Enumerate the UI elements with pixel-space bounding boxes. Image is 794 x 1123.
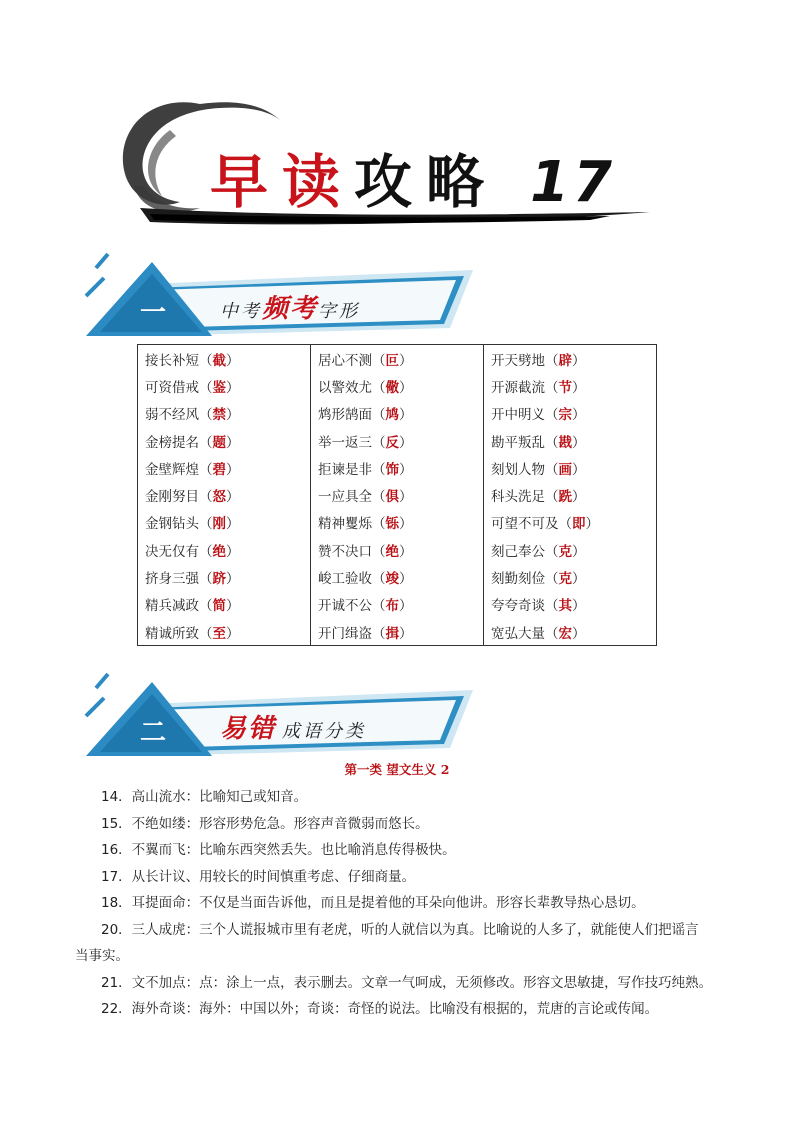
word-text: 金壁辉煌 — [145, 461, 199, 478]
correct-char: 即 — [572, 516, 586, 533]
table-cell — [484, 563, 657, 590]
correct-char: 竣 — [385, 571, 399, 588]
paren-close: ） — [572, 571, 586, 588]
idiom-item: 16．不翼而飞：比喻东西突然丢失。也比喻消息传得极快。 — [101, 842, 456, 858]
correct-char: 反 — [385, 434, 399, 451]
word-text: 开门缉盗 — [318, 625, 372, 642]
table-row — [138, 400, 657, 427]
paren-close: ） — [572, 379, 586, 396]
paren-close: ） — [572, 461, 586, 478]
correct-char: 简 — [212, 598, 226, 615]
paren-open: （ — [545, 598, 559, 615]
paren-open: （ — [372, 434, 386, 451]
paren-close: ） — [226, 543, 240, 560]
paren-close: ） — [226, 571, 240, 588]
table-cell — [484, 536, 657, 563]
correct-char: 俱 — [385, 489, 399, 506]
paren-close: ） — [226, 434, 240, 451]
correct-char: 碧 — [212, 461, 226, 478]
correct-char: 铄 — [385, 516, 399, 533]
paren-close: ） — [572, 489, 586, 506]
correct-char: 其 — [558, 598, 572, 615]
table-cell — [138, 536, 311, 563]
paren-open: （ — [545, 434, 559, 451]
idiom-item-continuation: 当事实。 — [75, 948, 129, 964]
table-cell — [484, 618, 657, 646]
paren-close: ） — [399, 352, 413, 369]
correct-char: 戡 — [558, 434, 572, 451]
paren-open: （ — [372, 543, 386, 560]
table-cell — [138, 454, 311, 481]
word-text: 精诚所致 — [145, 625, 199, 642]
paren-open: （ — [372, 352, 386, 369]
paren-open: （ — [199, 352, 213, 369]
paren-close: ） — [585, 516, 599, 533]
correct-char: 克 — [558, 571, 572, 588]
table-cell — [484, 372, 657, 399]
word-text: 金榜提名 — [145, 434, 199, 451]
table-cell — [311, 591, 484, 618]
word-text: 以警效尤 — [318, 379, 372, 396]
correct-char: 刚 — [212, 516, 226, 533]
table-cell — [484, 454, 657, 481]
word-text: 拒谏是非 — [318, 461, 372, 478]
paren-close: ） — [572, 598, 586, 615]
paren-open: （ — [372, 489, 386, 506]
word-text: 刻划人物 — [491, 461, 545, 478]
paren-close: ） — [572, 434, 586, 451]
correct-char: 怒 — [212, 489, 226, 506]
correct-char: 跣 — [558, 489, 572, 506]
section2-text-a: 易 — [220, 714, 249, 744]
word-text: 弱不经风 — [145, 407, 199, 424]
table-cell — [311, 563, 484, 590]
word-text: 夸夸奇谈 — [491, 598, 545, 615]
table-row — [138, 509, 657, 536]
paren-close: ） — [399, 625, 413, 642]
word-text: 科头洗足 — [491, 489, 545, 506]
title-char-4: 略 — [426, 148, 485, 216]
table-cell — [138, 400, 311, 427]
word-text: 开中明义 — [491, 407, 545, 424]
paren-close: ） — [399, 407, 413, 424]
paren-close: ） — [572, 625, 586, 642]
word-table — [137, 344, 657, 646]
correct-char: 布 — [385, 598, 399, 615]
correct-char: 鉴 — [212, 379, 226, 396]
paren-close: ） — [399, 434, 413, 451]
correct-char: 鸠 — [385, 407, 399, 424]
section1-text-a: 中考 — [220, 301, 262, 322]
paren-open: （ — [199, 434, 213, 451]
table-cell — [311, 536, 484, 563]
paren-close: ） — [399, 543, 413, 560]
correct-char: 节 — [558, 379, 572, 396]
table-row — [138, 536, 657, 563]
correct-char: 揖 — [385, 625, 399, 642]
table-row — [138, 372, 657, 399]
title-number: 17 — [530, 149, 616, 215]
paren-open: （ — [372, 571, 386, 588]
section2-number: 二 — [139, 718, 166, 748]
paren-open: （ — [372, 407, 386, 424]
table-cell — [484, 427, 657, 454]
table-cell — [311, 345, 484, 373]
section2-banner — [78, 670, 478, 762]
correct-char: 截 — [212, 352, 226, 369]
paren-open: （ — [545, 379, 559, 396]
paren-open: （ — [199, 598, 213, 615]
word-text: 决无仅有 — [145, 543, 199, 560]
word-text: 勘平叛乱 — [491, 434, 545, 451]
idiom-item: 18．耳提面命：不仅是当面告诉他，而且是提着他的耳朵向他讲。形容长辈教导热心恳切。 — [101, 895, 645, 911]
word-text: 宽弘大量 — [491, 625, 545, 642]
correct-char: 跻 — [212, 571, 226, 588]
correct-char: 克 — [558, 543, 572, 560]
paren-open: （ — [199, 516, 213, 533]
word-text: 开天劈地 — [491, 352, 545, 369]
section1-title — [220, 288, 360, 325]
correct-char: 饰 — [385, 461, 399, 478]
word-text: 鸩形鹄面 — [318, 407, 372, 424]
title-char-1: 早 — [210, 148, 269, 216]
correct-char: 禁 — [212, 407, 226, 424]
paren-close: ） — [572, 352, 586, 369]
section1-text-c: 考 — [290, 294, 319, 324]
table-cell — [138, 427, 311, 454]
paren-open: （ — [199, 461, 213, 478]
title-char-2: 读 — [282, 148, 341, 216]
section1-number: 一 — [139, 298, 166, 328]
table-cell — [311, 481, 484, 508]
paren-close: ） — [572, 543, 586, 560]
table-row — [138, 454, 657, 481]
paren-open: （ — [545, 571, 559, 588]
idiom-item: 22．海外奇谈：海外：中国以外；奇谈：奇怪的说法。比喻没有根据的，荒唐的言论或传闻。 — [101, 1001, 659, 1017]
paren-close: ） — [226, 516, 240, 533]
paren-close: ） — [399, 516, 413, 533]
table-row — [138, 618, 657, 646]
table-cell — [311, 509, 484, 536]
paren-open: （ — [372, 516, 386, 533]
table-cell — [138, 509, 311, 536]
paren-close: ） — [226, 379, 240, 396]
word-text: 可资借戒 — [145, 379, 199, 396]
table-row — [138, 591, 657, 618]
section2-text-b: 错 — [248, 714, 277, 744]
table-cell — [484, 400, 657, 427]
table-cell — [311, 372, 484, 399]
paren-close: ） — [226, 407, 240, 424]
word-text: 接长补短 — [145, 352, 199, 369]
table-row — [138, 427, 657, 454]
category-title: 第一类 望文生义 2 — [344, 762, 450, 777]
table-row — [138, 563, 657, 590]
word-text: 赞不决口 — [318, 543, 372, 560]
correct-char: 宏 — [558, 625, 572, 642]
correct-char: 至 — [212, 625, 226, 642]
table-cell — [484, 481, 657, 508]
section1-banner — [78, 250, 478, 342]
correct-char: 辟 — [558, 352, 572, 369]
idiom-item: 21．文不加点：点：涂上一点，表示删去。文章一气呵成，无须修改。形容文思敏捷，写作技巧纯熟。 — [101, 974, 713, 991]
paren-open: （ — [545, 352, 559, 369]
paren-open: （ — [372, 379, 386, 396]
word-text: 可望不可及 — [491, 516, 559, 533]
word-text: 刻勤刻俭 — [491, 571, 545, 588]
word-text: 居心不测 — [318, 352, 372, 369]
word-text: 刻己奉公 — [491, 543, 545, 560]
correct-char: 绝 — [212, 543, 226, 560]
section1-text-b: 频 — [262, 294, 291, 324]
paren-close: ） — [399, 461, 413, 478]
title-banner — [110, 90, 670, 240]
idiom-item: 15．不绝如缕：形容形势危急。形容声音微弱而悠长。 — [101, 815, 429, 832]
title-char-3: 攻 — [354, 148, 413, 216]
table-cell — [484, 591, 657, 618]
paren-open: （ — [372, 461, 386, 478]
paren-open: （ — [545, 461, 559, 478]
paren-open: （ — [372, 598, 386, 615]
paren-open: （ — [545, 489, 559, 506]
word-text: 举一返三 — [318, 434, 372, 451]
word-text: 一应具全 — [318, 489, 372, 506]
paren-close: ） — [226, 489, 240, 506]
paren-close: ） — [226, 461, 240, 478]
table-cell — [138, 481, 311, 508]
table-cell — [138, 372, 311, 399]
word-text: 精兵减政 — [145, 598, 199, 615]
paren-close: ） — [226, 598, 240, 615]
idiom-item: 14．高山流水：比喻知己或知音。 — [101, 789, 308, 805]
paren-open: （ — [372, 625, 386, 642]
paren-close: ） — [399, 598, 413, 615]
paren-open: （ — [545, 543, 559, 560]
paren-close: ） — [399, 379, 413, 396]
idiom-item: 17．从长计议、用较长的时间慎重考虑、仔细商量。 — [101, 868, 416, 885]
word-text: 金钢钻头 — [145, 516, 199, 533]
table-cell — [311, 427, 484, 454]
paren-open: （ — [199, 543, 213, 560]
paren-open: （ — [199, 489, 213, 506]
table-cell — [311, 454, 484, 481]
word-text: 开诚不公 — [318, 598, 372, 615]
paren-close: ） — [226, 625, 240, 642]
paren-open: （ — [545, 407, 559, 424]
paren-close: ） — [226, 352, 240, 369]
table-row — [138, 345, 657, 373]
table-cell — [484, 509, 657, 536]
paren-open: （ — [199, 379, 213, 396]
idiom-list — [75, 784, 730, 1023]
idiom-item: 20．三人成虎：三个人谎报城市里有老虎，听的人就信以为真。比喻说的人多了，就能使人们把谣言 — [101, 921, 699, 938]
word-text: 峻工验收 — [318, 571, 372, 588]
correct-char: 画 — [558, 461, 572, 478]
word-text: 挤身三强 — [145, 571, 199, 588]
table-cell — [138, 591, 311, 618]
correct-char: 宗 — [558, 407, 572, 424]
table-cell — [138, 345, 311, 373]
word-text: 金刚努目 — [145, 489, 199, 506]
paren-close: ） — [399, 489, 413, 506]
correct-char: 题 — [212, 434, 226, 451]
correct-char: 儆 — [385, 379, 399, 396]
section2-title — [220, 708, 366, 745]
paren-close: ） — [572, 407, 586, 424]
paren-open: （ — [558, 516, 572, 533]
table-row — [138, 481, 657, 508]
table-cell — [138, 618, 311, 646]
table-cell — [311, 618, 484, 646]
paren-open: （ — [545, 625, 559, 642]
word-text: 精神矍烁 — [318, 516, 372, 533]
section1-text-d: 字形 — [318, 301, 361, 322]
paren-open: （ — [199, 625, 213, 642]
paren-close: ） — [399, 571, 413, 588]
table-cell — [484, 345, 657, 373]
correct-char: 叵 — [385, 352, 399, 369]
correct-char: 绝 — [385, 543, 399, 560]
section2-text-c: 成语分类 — [282, 721, 367, 742]
paren-open: （ — [199, 407, 213, 424]
word-text: 开源截流 — [491, 379, 545, 396]
paren-open: （ — [199, 571, 213, 588]
table-cell — [138, 563, 311, 590]
table-cell — [311, 400, 484, 427]
